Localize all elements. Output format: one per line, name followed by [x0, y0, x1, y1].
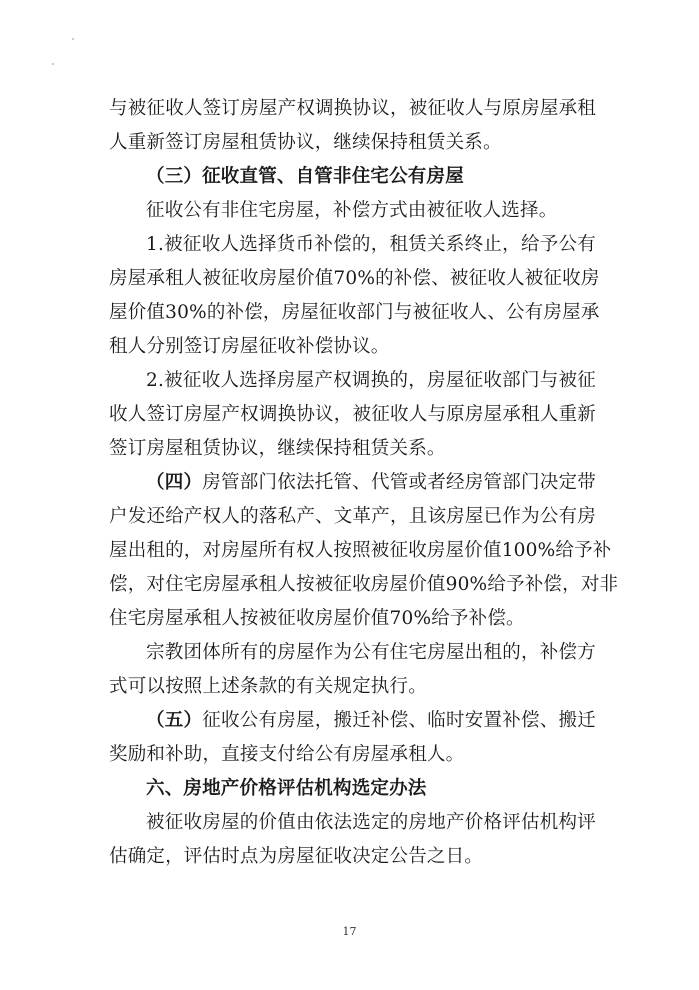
item-text-4: 房管部门依法托管、代管或者经房管部门决定带 [202, 472, 597, 493]
paragraph-line: 签订房屋租赁协议，继续保持租赁关系。 [109, 438, 446, 459]
paragraph-line: 宗教团体所有的房屋作为公有住宅房屋出租的，补偿方 [146, 642, 596, 663]
paragraph-line: 征收公有非住宅房屋，补偿方式由被征收人选择。 [146, 200, 558, 221]
item-label-5: （五） [146, 710, 203, 731]
item-label-4: （四） [146, 472, 203, 493]
section-heading-6: 六、房地产价格评估机构选定办法 [146, 778, 427, 799]
section-heading-3: （三）征收直管、自管非住宅公有房屋 [146, 166, 464, 187]
paragraph-line: 被征收房屋的价值由依法选定的房地产价格评估机构评 [146, 812, 596, 833]
paragraph-line: 式可以按照上述条款的有关规定执行。 [109, 676, 427, 697]
paragraph-line: 人重新签订房屋租赁协议，继续保持租赁关系。 [109, 132, 502, 153]
paragraph-line: 户发还给产权人的落私产、文革产，且该房屋已作为公有房 [109, 506, 596, 527]
paragraph-line-item-4 [109, 466, 596, 500]
item-text-5: 征收公有房屋，搬迁补偿、临时安置补偿、搬迁 [202, 710, 597, 731]
paragraph-line-item-5 [109, 704, 596, 738]
paragraph-line: 住宅房屋承租人按被征收房屋价值70%给予补偿。 [109, 608, 525, 629]
paragraph-line: 2.被征收人选择房屋产权调换的，房屋征收部门与被征 [146, 370, 596, 391]
paragraph-line: 收人签订房屋产权调换协议，被征收人与原房屋承租人重新 [109, 404, 596, 425]
paragraph-line: 奖励和补助，直接支付给公有房屋承租人。 [109, 744, 465, 765]
scan-speck [52, 63, 54, 65]
paragraph-line: 与被征收人签订房屋产权调换协议，被征收人与原房屋承租 [109, 98, 596, 119]
paragraph-line: 租人分别签订房屋征收补偿协议。 [109, 336, 390, 357]
paragraph-line: 屋价值30%的补偿，房屋征收部门与被征收人、公有房屋承 [109, 302, 600, 323]
paragraph-line: 估确定，评估时点为房屋征收决定公告之日。 [109, 846, 484, 867]
paragraph-line: 屋出租的，对房屋所有权人按照被征收房屋价值100%给予补 [109, 540, 612, 561]
document-body [109, 92, 619, 874]
scan-speck [72, 38, 74, 40]
paragraph-line: 偿，对住宅房屋承租人按被征收房屋价值90%给予补偿，对非 [109, 574, 619, 595]
paragraph-line: 1.被征收人选择货币补偿的，租赁关系终止，给予公有 [146, 234, 596, 255]
paragraph-line: 房屋承租人被征收房屋价值70%的补偿、被征收人被征收房 [109, 268, 600, 289]
page-number: 17 [342, 925, 357, 938]
